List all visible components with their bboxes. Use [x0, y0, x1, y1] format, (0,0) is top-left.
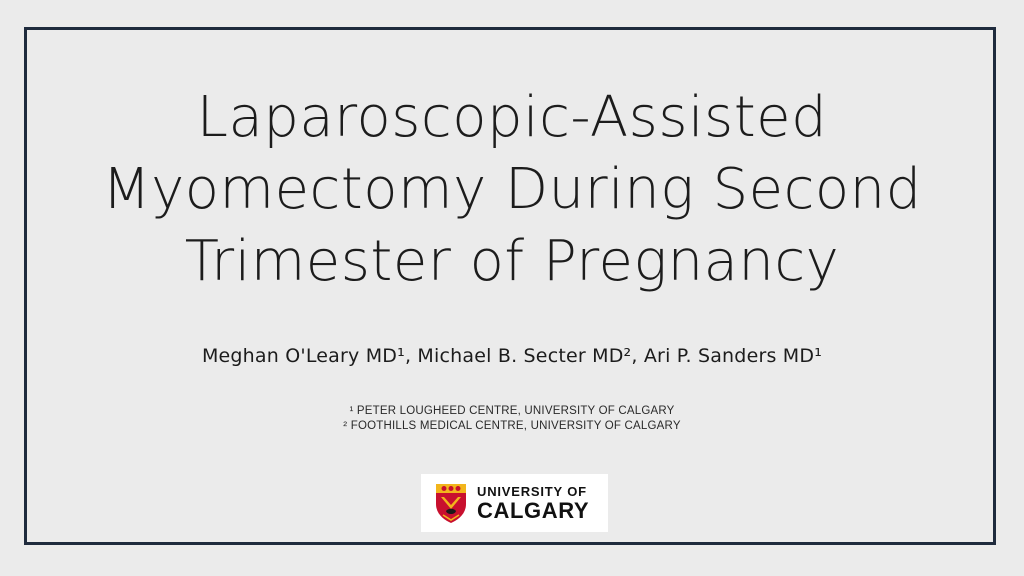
authors-line: Meghan O'Leary MD¹, Michael B. Secter MD², Ari P. Sanders MD¹: [201, 345, 823, 367]
university-crest-icon: [434, 482, 468, 524]
logo-text: [477, 485, 589, 522]
logo-text-line2: CALGARY: [477, 497, 590, 523]
affiliation-2: ² FOOTHILLS MEDICAL CENTRE, UNIVERSITY OF CALGARY: [343, 420, 681, 432]
title-line-3: Trimester of Pregnancy: [184, 229, 840, 294]
affiliations: [40, 404, 984, 434]
title-line-2: Myomectomy During Second: [102, 157, 922, 222]
university-logo: [421, 474, 608, 532]
logo-text-line1: UNIVERSITY OF: [477, 483, 587, 499]
title-line-1: Laparoscopic-Assisted: [196, 85, 828, 150]
affiliation-1: ¹ PETER LOUGHEED CENTRE, UNIVERSITY OF CALGARY: [349, 405, 675, 417]
slide-title: [60, 82, 964, 298]
